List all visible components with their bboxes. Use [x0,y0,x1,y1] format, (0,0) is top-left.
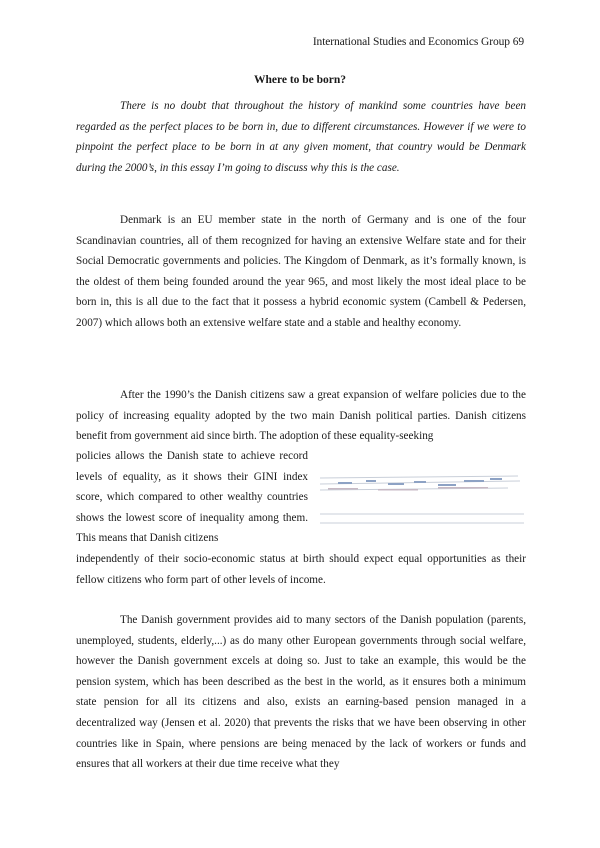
paragraph-equality-bottom: independently of their socio-economic status at birth should expect equal opportunities as their fellow citizens who form part of other levels of income. [76,553,526,586]
figure-mark [490,478,502,480]
figure-line [320,476,518,478]
figure-mark [414,481,426,483]
figure-mark [366,480,376,482]
figure-mark [438,484,456,486]
figure-mark [378,489,418,491]
running-header: International Studies and Economics Group 69 [312,36,524,48]
figure-mark [388,483,404,485]
essay-title: Where to be born? [253,74,347,86]
figure-mark [338,482,352,484]
paragraph-equality-wrap: policies allows the Danish state to achieve record levels of equality, as it shows their GINI index score, which compared to other wealthy countries shows the lowest score of inequality among them. This means that Danish citizens [76,450,308,545]
gini-index-figure [318,468,526,530]
paragraph-pension-system: The Danish government provides aid to many sectors of the Danish population (parents, unemployed, students, elderly,...) as do many other European governments through social welfare, however the Danish government excels at doing so. Just to take an example, this would be the pension system, which has been described as the best in the world, as it ensures both a minimum state pension for all its citizens and also, exists an earning-based pension managed in a decentralized way (Jensen et al. 2020) that prevents the risks that we have been observing in other countries like in Spain, where pensions are being menaced by the lack of workers or funds and ensures that all workers at their due time receive what they [76,614,526,771]
paragraph-denmark-overview: Denmark is an EU member state in the north of Germany and is one of the four Scandinavian countries, all of them recognized for having an extensive Welfare state and for their Social Democratic governments and policies. The Kingdom of Denmark, as it’s formally known, is the oldest of them being founded around the year 965, and most likely the most ideal place to be born in, this is all due to the fact that it possess a hybrid economic system (Cambell & Pedersen, 2007) which allows both an extensive welfare state and a stable and healthy economy. [76,214,526,329]
figure-mark [328,488,358,490]
intro-paragraph: There is no doubt that throughout the history of mankind some countries have been regarded as the perfect places to be born in, due to different circumstances. However if we were to pinpoint the perfect place to be born in at any given moment, that country would be Denmark during the 2000’s, in this essay I’m going to discuss why this is the case. [76,100,526,174]
figure-mark [464,480,484,482]
figure-mark [438,487,488,489]
paragraph-equality-top: After the 1990’s the Danish citizens saw a great expansion of welfare policies due to the policy of increasing equality adopted by the two main Danish political parties. Danish citizens benefit from government aid since birth. The adoption of these equality-seeking [76,389,526,443]
